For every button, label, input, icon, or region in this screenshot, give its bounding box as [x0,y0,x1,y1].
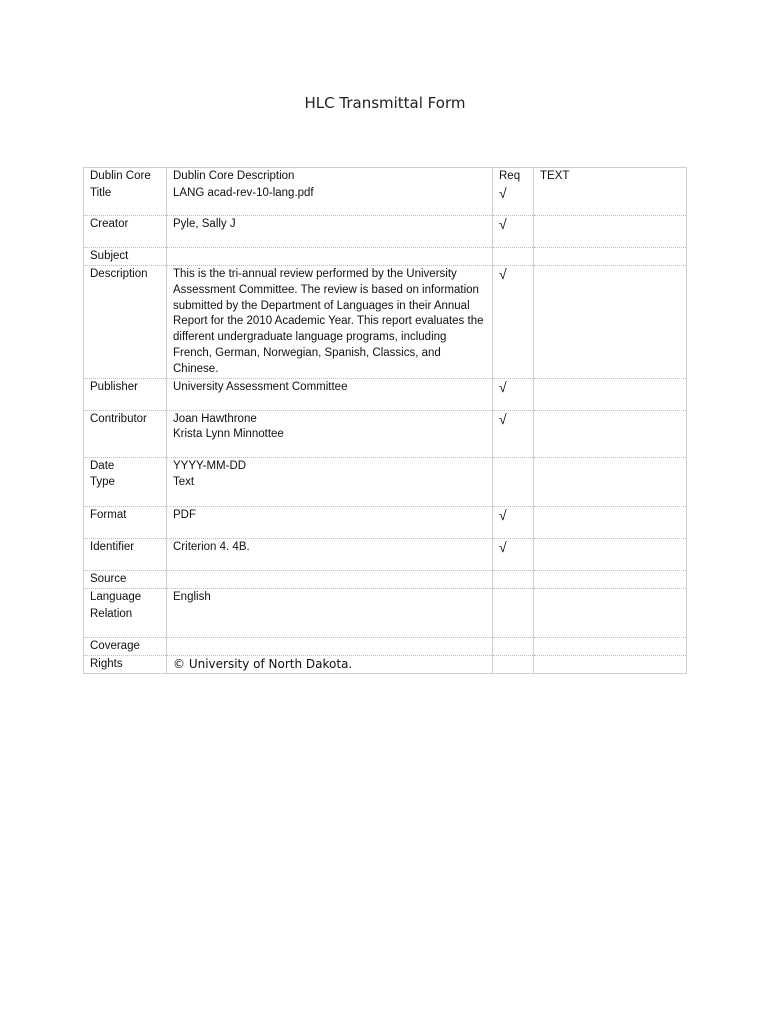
table-row [84,216,687,248]
row-value-type: Text [167,474,493,506]
row-value-source [167,570,493,588]
header-dublin-core: Dublin Core [84,168,167,185]
row-label-title: Title [84,185,167,216]
text-cell [534,638,687,656]
header-text: TEXT [534,168,687,185]
required-check-mark [493,655,534,673]
header-description: Dublin Core Description [167,168,493,185]
required-check-mark [493,570,534,588]
text-cell [534,457,687,474]
required-check-mark: √ [493,216,534,248]
dublin-core-table [83,167,687,674]
row-label-description: Description [84,266,167,379]
text-cell [534,378,687,410]
row-label-language: Language [84,588,167,605]
row-value-language: English [167,588,493,605]
required-check-mark [493,248,534,266]
row-value-description: This is the tri-annual review performed by the University Assessment Committee. The review is based on information submitted by the Department of Languages in their Annual Report for the 2010 Academic Year. This report evaluates the different undergraduate language programs, including French, German, Norwegian, Spanish, Classics, and Chinese. [167,266,493,379]
row-label-source: Source [84,570,167,588]
row-label-identifier: Identifier [84,538,167,570]
table-row [84,655,687,673]
required-check-mark: √ [493,266,534,379]
text-cell [534,410,687,457]
text-cell [534,266,687,379]
row-label-rights: Rights [84,655,167,673]
row-value-publisher: University Assessment Committee [167,378,493,410]
text-cell [534,538,687,570]
required-check-mark: √ [493,538,534,570]
text-cell [534,474,687,506]
row-label-subject: Subject [84,248,167,266]
contributor-name: Krista Lynn Minnottee [173,428,284,441]
row-label-relation: Relation [84,606,167,638]
text-cell [534,185,687,216]
table-row [84,266,687,379]
table-row [84,538,687,570]
row-label-creator: Creator [84,216,167,248]
row-value-relation [167,606,493,638]
required-check-mark [493,474,534,506]
table-row [84,588,687,605]
table-row [84,248,687,266]
table-row [84,606,687,638]
row-value-title: LANG acad-rev-10-lang.pdf [167,185,493,216]
row-value-format: PDF [167,506,493,538]
text-cell [534,588,687,605]
table-row [84,474,687,506]
row-value-subject [167,248,493,266]
required-check-mark: √ [493,378,534,410]
row-label-format: Format [84,506,167,538]
row-value-coverage [167,638,493,656]
required-check-mark [493,457,534,474]
row-label-type: Type [84,474,167,506]
text-cell [534,655,687,673]
table-row [84,506,687,538]
table-row [84,570,687,588]
table-row [84,378,687,410]
required-check-mark: √ [493,506,534,538]
row-value-identifier: Criterion 4. 4B. [167,538,493,570]
text-cell [534,216,687,248]
table-header-row [84,168,687,185]
row-label-date: Date [84,457,167,474]
required-check-mark: √ [493,185,534,216]
required-check-mark: √ [493,410,534,457]
required-check-mark [493,638,534,656]
required-check-mark [493,588,534,605]
required-check-mark [493,606,534,638]
row-value-rights: © University of North Dakota. [167,655,493,673]
row-label-publisher: Publisher [84,378,167,410]
row-value-contributor [167,410,493,457]
table-row [84,185,687,216]
table-row [84,638,687,656]
table-row [84,410,687,457]
row-value-creator: Pyle, Sally J [167,216,493,248]
header-req: Req [493,168,534,185]
text-cell [534,506,687,538]
row-label-coverage: Coverage [84,638,167,656]
row-value-date: YYYY-MM-DD [167,457,493,474]
table-row [84,457,687,474]
text-cell [534,606,687,638]
contributor-name: Joan Hawthrone [173,412,257,425]
row-label-contributor: Contributor [84,410,167,457]
page-title: HLC Transmittal Form [304,94,466,112]
text-cell [534,248,687,266]
text-cell [534,570,687,588]
